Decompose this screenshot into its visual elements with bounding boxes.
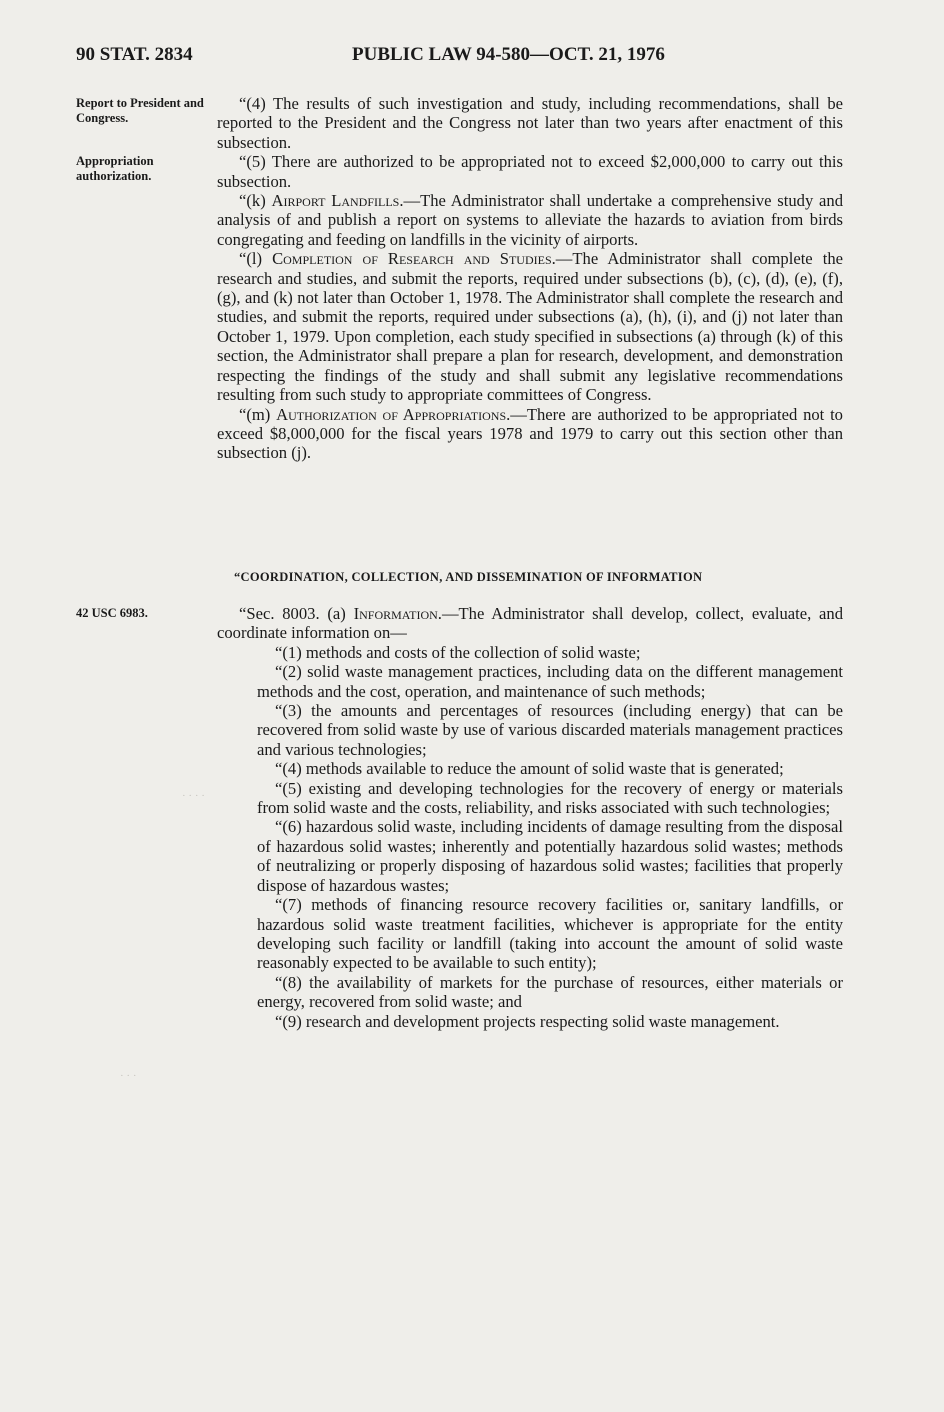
paragraph-l-heading: Completion of Research and Studies. <box>272 249 556 269</box>
paragraph-5: “(5) There are authorized to be appropriated not to exceed $2,000,000 to carry out this subsection. <box>217 152 843 191</box>
list-item: “(4) methods available to reduce the amount of solid waste that is generated; <box>275 759 784 779</box>
page-number: 90 STAT. 2834 <box>76 44 193 65</box>
paragraph-m-text: —There are authorized to be appropriated not to exceed $8,000,000 for the fiscal years 1978 and 1979 to carry out this section other than subsection (j). <box>217 404 843 463</box>
list-item: “(5) existing and developing technologies for the recovery of energy or materials from solid waste and the costs, reliability, and risks associated with such technologies; <box>257 778 843 818</box>
bleed-through-mark: · · · <box>120 1070 137 1082</box>
margin-note-report: Report to President and Congress. <box>76 96 204 125</box>
section-heading: “COORDINATION, COLLECTION, AND DISSEMINATION OF INFORMATION <box>234 570 703 584</box>
paragraph-m-heading: Authorization of Appropriations. <box>276 404 511 424</box>
paragraph-k-heading: Airport Landfills. <box>271 191 404 211</box>
bleed-through-mark: · · · · <box>182 790 205 802</box>
section-prefix: “Sec. 8003. (a) <box>239 604 354 623</box>
paragraph-m <box>217 405 843 463</box>
margin-note-usc: 42 USC 6983. <box>76 606 148 620</box>
section-subheading: Information. <box>353 604 442 623</box>
list-item: “(8) the availability of markets for the purchase of resources, either materials or energy, recovered from solid waste; and <box>257 972 843 1012</box>
list-item: “(2) solid waste management practices, including data on the different management methods and the cost, operation, and maintenance of such methods; <box>257 662 843 701</box>
section-text: —The Administrator shall develop, collect, evaluate, and coordinate information on— <box>217 604 844 643</box>
body-upper <box>217 94 843 463</box>
paragraph-k <box>217 191 843 249</box>
margin-note-appropriation: Appropriation authorization. <box>76 154 154 183</box>
paragraph-m-prefix: “(m) <box>239 404 277 424</box>
body-lower <box>217 604 843 1031</box>
section-8003-a <box>217 604 843 643</box>
paragraph-l-prefix: “(l) <box>239 249 273 269</box>
list-item: “(7) methods of financing resource recovery facilities or, sanitary landfills, or hazardous solid waste treatment facilities, whichever is appropriate for the entity developing such facility or landfill (taking into account the amount of solid waste reasonably expected to be available to such entity); <box>257 895 843 973</box>
paragraph-k-prefix: “(k) <box>239 191 272 211</box>
paragraph-k-text: —The Administrator shall undertake a comprehensive study and analysis of and publish a report on systems to alleviate the hazards to aviation from birds congregating and feeding on landfills in the vicinity of airports. <box>217 191 843 249</box>
law-title: PUBLIC LAW 94-580—OCT. 21, 1976 <box>352 44 665 65</box>
paragraph-4: “(4) The results of such investigation and study, including recommendations, shall be reported to the President and the Congress not later than two years after enactment of this subsection. <box>217 94 843 152</box>
list-item: “(9) research and development projects respecting solid waste management. <box>275 1011 780 1031</box>
paragraph-l-text: —The Administrator shall complete the research and studies, and submit the reports, required under subsections (b), (c), (d), (e), (f), (g), and (k) not later than October 1, 1978. The Administrator shall complete the research and studies, and submit the reports, required under subsections (a), (h), (i), and (j) not later than October 1, 1979. Upon completion, each study specified in subsections (a) through (k) of this section, the Administrator shall prepare a plan for research, development, and demonstration respecting the findings of the study and shall submit any legislative recommendations resulting from such study to appropriate committees of Congress. <box>217 249 843 405</box>
list-item: “(3) the amounts and percentages of resources (including energy) that can be recovered from solid waste by use of various discarded materials management practices and various technologies; <box>257 701 843 759</box>
paragraph-l <box>217 249 843 404</box>
list-item: “(1) methods and costs of the collection of solid waste; <box>275 642 641 662</box>
list-item: “(6) hazardous solid waste, including incidents of damage resulting from the disposal of hazardous solid wastes; inherently and potentially hazardous solid wastes; methods of neutralizing or properly disposing of hazardous solid wastes; facilities that properly dispose of hazardous wastes; <box>257 817 843 895</box>
